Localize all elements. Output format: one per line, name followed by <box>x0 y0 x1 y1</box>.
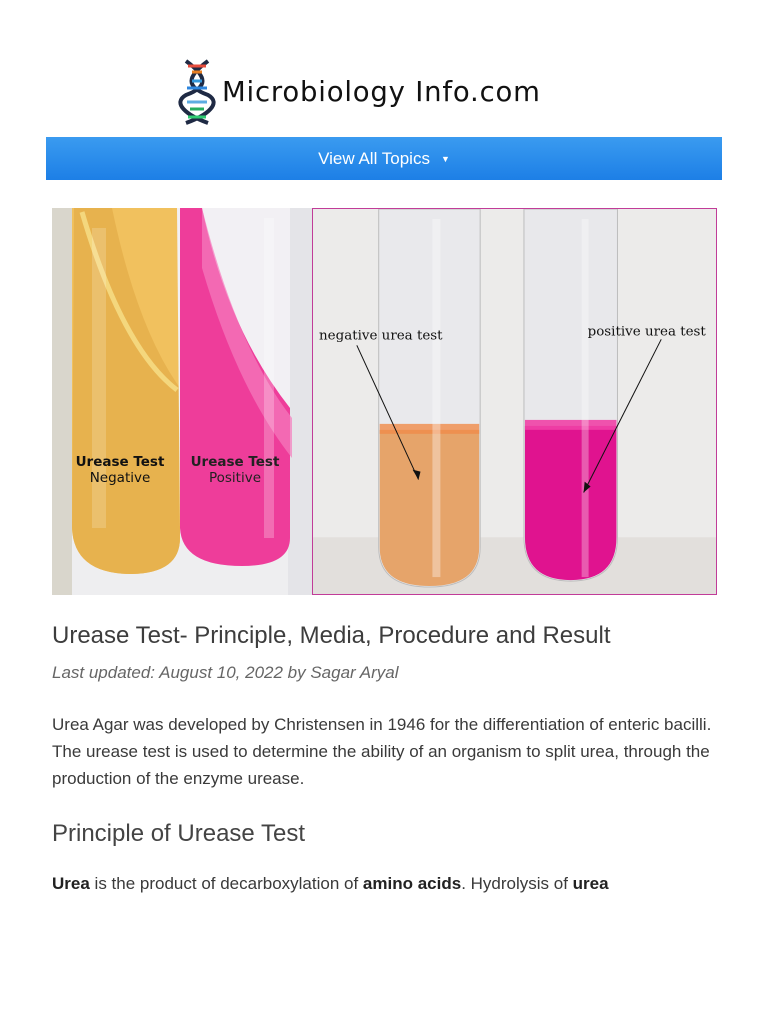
topics-nav-button[interactable] <box>46 137 722 180</box>
article-content <box>52 620 717 897</box>
positive-label-line1: Urease Test <box>190 454 280 470</box>
negative-urea-test-label: negative urea test <box>319 328 443 344</box>
site-header <box>0 0 768 137</box>
positive-urea-test-label: positive urea test <box>587 324 706 340</box>
term-urea-2: urea <box>572 874 609 894</box>
term-urea: Urea <box>52 874 90 894</box>
intro-paragraph: Urea Agar was developed by Christensen in 1946 for the differentiation of enteric bacilli. The urease test is used to determine the ability of an organism to split urea, through the production of the enzyme urease. <box>52 715 712 789</box>
para-text-1: is the product of decarboxylation of <box>89 874 363 894</box>
positive-label-line2: Positive <box>208 470 262 486</box>
term-amino-acids: amino acids <box>362 874 462 894</box>
dna-logo-icon <box>178 57 216 127</box>
featured-image <box>52 208 717 595</box>
negative-label-line1: Urease Test <box>75 454 165 470</box>
urease-slant-tubes-photo <box>52 208 312 595</box>
nav-label: View All Topics <box>318 148 430 168</box>
para-text-2: . Hydrolysis of <box>461 874 573 894</box>
principle-paragraph <box>52 870 717 897</box>
site-logo[interactable] <box>178 56 541 128</box>
negative-label-line2: Negative <box>89 470 151 486</box>
site-name: Microbiology Info.com <box>222 76 541 108</box>
article-title: Urease Test- Principle, Media, Procedure and Result <box>52 622 611 649</box>
caret-down-icon: ▼ <box>440 153 450 164</box>
section-heading: Principle of Urease Test <box>52 820 306 848</box>
urea-broth-tubes-photo <box>312 208 717 595</box>
article-meta: Last updated: August 10, 2022 by Sagar Aryal <box>52 663 399 683</box>
